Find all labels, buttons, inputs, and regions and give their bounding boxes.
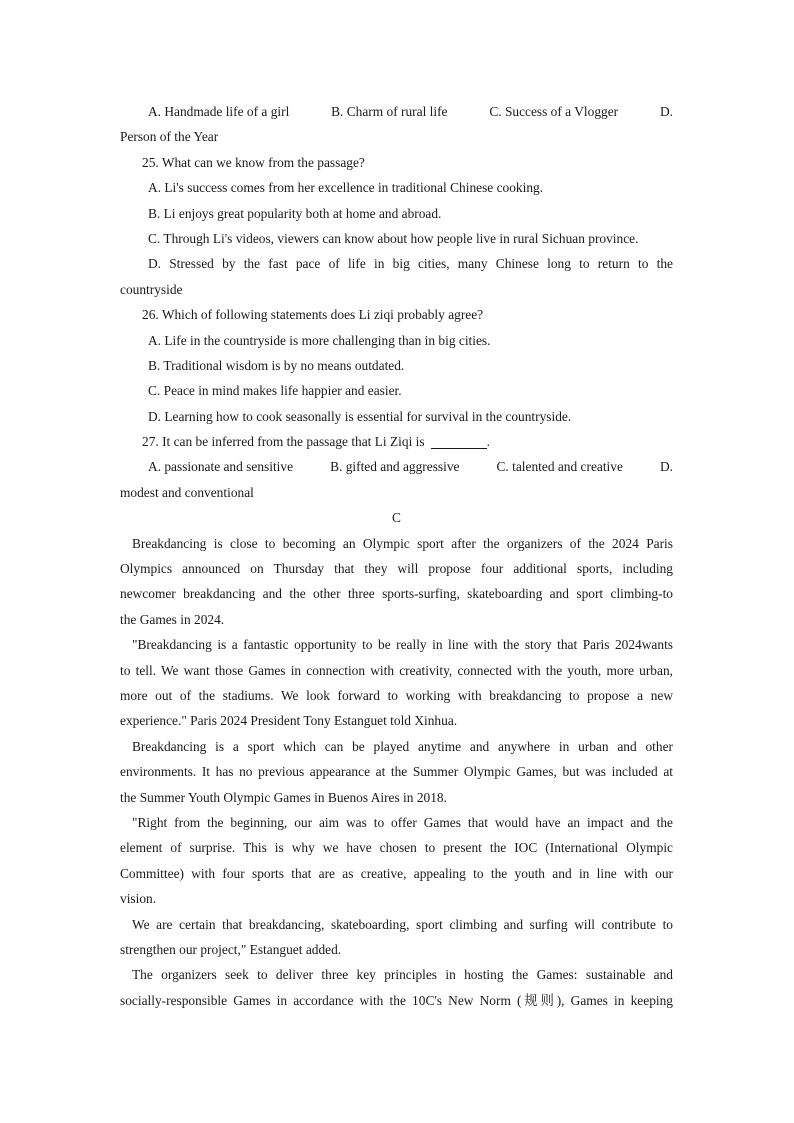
q25-option-d: D. Stressed by the fast pace of life in big cities, many Chinese long to return to the <box>148 256 673 272</box>
q26-option-d: D. Learning how to cook seasonally is essential for survival in the countryside. <box>148 408 572 424</box>
q25-option-c: C. Through Li's videos, viewers can know about how people live in rural Sichuan province. <box>148 230 639 246</box>
q25-option-d-cont: countryside <box>120 281 183 297</box>
q25-option-a: A. Li's success comes from her excellence in traditional Chinese cooking. <box>148 180 544 196</box>
passage-line: The organizers seek to deliver three key principles in hosting the Games: sustainable and <box>132 967 673 983</box>
q24-option-d-cont: Person of the Year <box>120 129 219 145</box>
passage-line: Breakdancing is close to becoming an Olympic sport after the organizers of the 2024 Paris <box>132 535 673 551</box>
q27-option-c: C. talented and creative <box>496 459 623 475</box>
passage-line: newcomer breakdancing and the other three sports-surfing, skateboarding and sport climbing-to <box>120 586 673 602</box>
q24-option-d: D. <box>659 104 673 119</box>
answer-blank <box>431 434 487 449</box>
passage-line: We are certain that breakdancing, skateboarding, sport climbing and surfing will contribute to <box>132 916 673 932</box>
passage-line: Olympics announced on Thursday that they will propose four additional sports, including <box>120 561 673 577</box>
q27-option-d-cont: modest and conventional <box>120 484 254 500</box>
passage-line: socially-responsible Games in accordance with the 10C's New Norm (规则), Games in keeping <box>120 992 673 1008</box>
q27-option-d: D. <box>659 459 673 475</box>
passage-line: strengthen our project," Estanguet added. <box>120 941 342 957</box>
passage-line: Committee) with four sports that are as creative, appealing to the youth and in line with our <box>120 865 673 881</box>
passage-line: element of surprise. This is why we have chosen to present the IOC (International Olympic <box>120 840 673 856</box>
q24-options <box>120 99 673 124</box>
passage-line: experience." Paris 2024 President Tony Estanguet told Xinhua. <box>120 713 458 729</box>
q25-stem: 25. What can we know from the passage? <box>142 154 365 170</box>
passage-line: the Summer Youth Olympic Games in Buenos Aires in 2018. <box>120 789 447 805</box>
q26-stem: 26. Which of following statements does Li ziqi probably agree? <box>142 307 484 323</box>
q27-options <box>120 454 673 479</box>
q24-option-a: A. Handmade life of a girl <box>148 104 290 119</box>
q27-stem <box>120 429 673 454</box>
passage-line: environments. It has no previous appearance at the Summer Olympic Games, but was included at <box>120 764 673 780</box>
q27-stem-end: . <box>486 434 490 450</box>
passage-line: "Right from the beginning, our aim was to offer Games that would have an impact and the <box>132 814 673 830</box>
document-content <box>120 99 673 1013</box>
q27-option-a: A. passionate and sensitive <box>148 459 294 475</box>
passage-line: Breakdancing is a sport which can be played anytime and anywhere in urban and other <box>132 738 673 754</box>
section-heading: C <box>392 510 401 526</box>
q25-option-b: B. Li enjoys great popularity both at home and abroad. <box>148 205 442 221</box>
passage-line: "Breakdancing is a fantastic opportunity to be really in line with the story that Paris 2024wants <box>132 637 673 653</box>
passage-line: the Games in 2024. <box>120 611 225 627</box>
passage-line: more out of the stadiums. We look forward to working with breakdancing to propose a new <box>120 687 673 703</box>
passage-line: vision. <box>120 891 157 907</box>
q27-stem-text: 27. It can be inferred from the passage that Li Ziqi is <box>142 434 425 450</box>
q26-option-a: A. Life in the countryside is more challenging than in big cities. <box>148 332 491 348</box>
q24-option-b: B. Charm of rural life <box>331 104 448 119</box>
q27-option-b: B. gifted and aggressive <box>330 459 460 475</box>
q26-option-b: B. Traditional wisdom is by no means outdated. <box>148 357 405 373</box>
passage-line: to tell. We want those Games in connection with creativity, connected with the youth, more urban, <box>120 662 673 678</box>
q24-option-c: C. Success of a Vlogger <box>489 104 619 119</box>
q26-option-c: C. Peace in mind makes life happier and easier. <box>148 383 402 399</box>
